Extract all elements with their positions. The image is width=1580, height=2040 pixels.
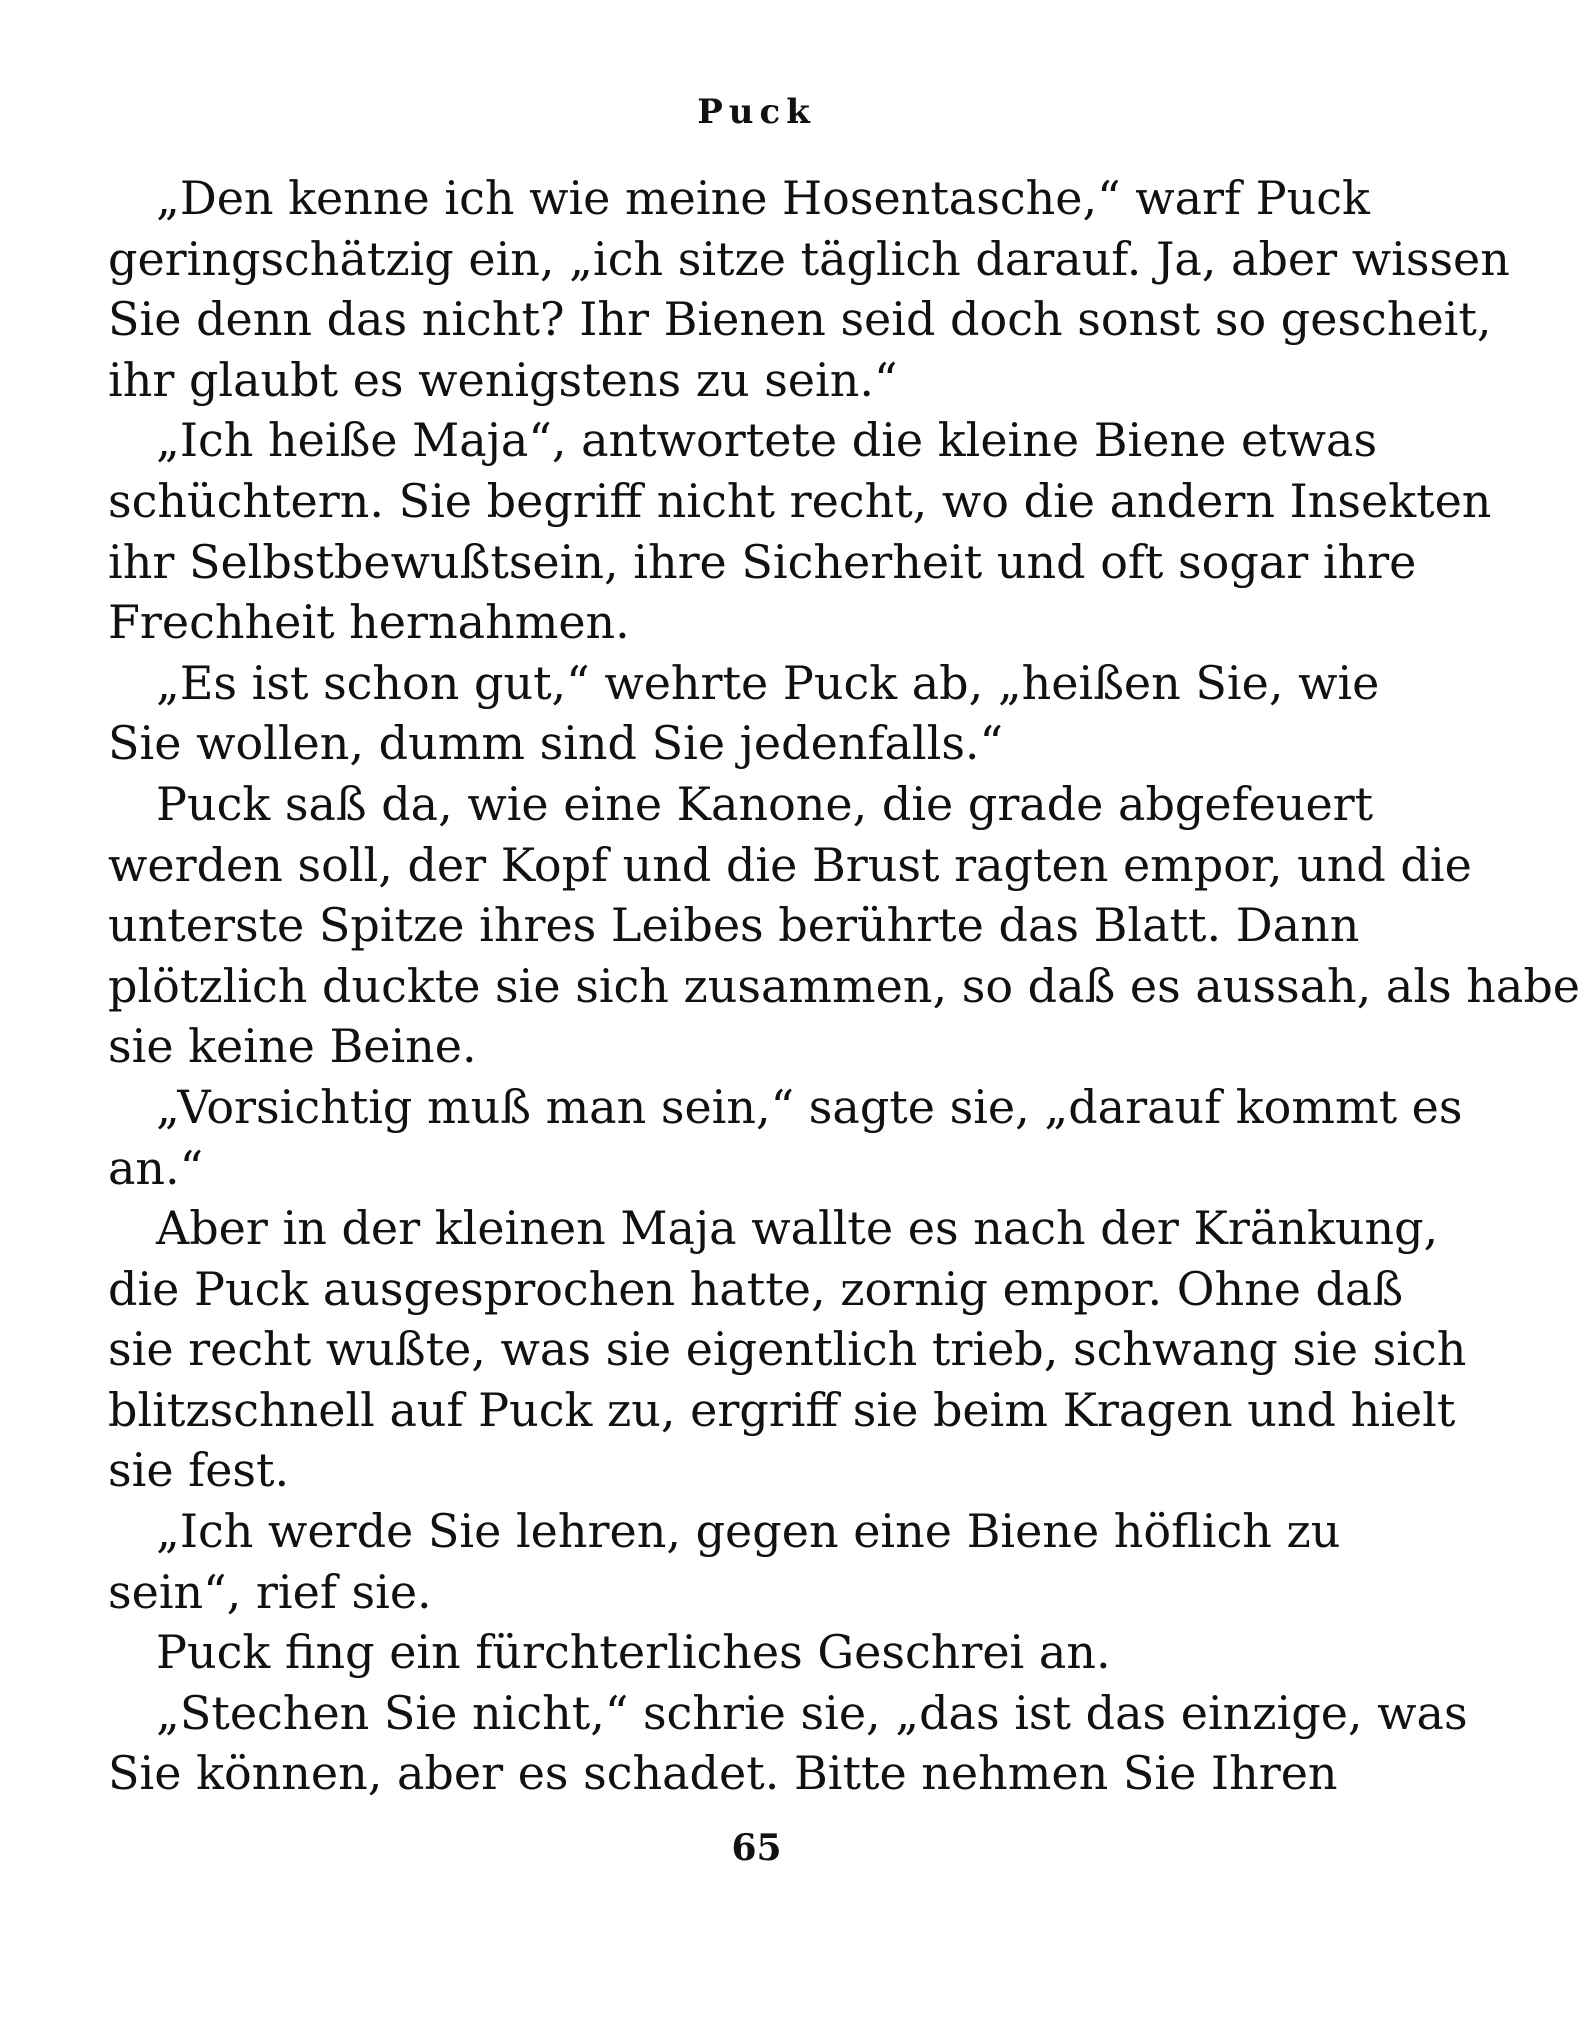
text-line: plötzlich duckte sie sich zusammen, so daß es aussah, als habe (108, 958, 1580, 1013)
text-line: „Vorsichtig muß man sein,“ sagte sie, „darauf kommt es (156, 1079, 1463, 1134)
body-text (108, 168, 1580, 1804)
text-line: „Den kenne ich wie meine Hosentasche,“ warf Puck (156, 171, 1370, 225)
text-line: Puck saß da, wie eine Kanone, die grade abgefeuert (156, 776, 1374, 831)
text-line: Sie können, aber es schadet. Bitte nehmen Sie Ihren (108, 1746, 1338, 1801)
running-head: Puck (697, 92, 816, 132)
text-line: „Ich werde Sie lehren, gegen eine Biene höflich zu (156, 1504, 1341, 1559)
text-line: Aber in der kleinen Maja wallte es nach der Kränkung, (156, 1201, 1439, 1256)
text-line: die Puck ausgesprochen hatte, zornig empor. Ohne daß (108, 1261, 1404, 1316)
text-line: „Ich heiße Maja“, antwortete die kleine Biene etwas (156, 413, 1378, 468)
text-line: „Stechen Sie nicht,“ schrie sie, „das ist das einzige, was (156, 1685, 1468, 1740)
text-line: „Es ist schon gut,“ wehrte Puck ab, „heißen Sie, wie (156, 655, 1380, 710)
text-line: sie recht wußte, was sie eigentlich trieb, schwang sie sich (108, 1322, 1467, 1377)
text-line: geringschätzig ein, „ich sitze täglich darauf. Ja, aber wissen (108, 231, 1510, 286)
text-line: Frechheit hernahmen. (108, 595, 630, 650)
text-line: ihr glaubt es wenigstens zu sein.“ (108, 352, 898, 407)
text-line: Puck fing ein fürchterliches Geschrei an. (156, 1625, 1111, 1680)
text-line: blitzschnell auf Puck zu, ergriff sie beim Kragen und hielt (108, 1382, 1456, 1437)
text-line: Sie wollen, dumm sind Sie jedenfalls.“ (108, 716, 1004, 771)
text-line: unterste Spitze ihres Leibes berührte das Blatt. Dann (108, 898, 1360, 953)
text-line: werden soll, der Kopf und die Brust ragten empor, und die (108, 837, 1472, 892)
text-line: ihr Selbstbewußtsein, ihre Sicherheit und oft sogar ihre (108, 534, 1417, 589)
text-line: Sie denn das nicht? Ihr Bienen seid doch sonst so gescheit, (108, 292, 1492, 347)
text-line: an.“ (108, 1140, 204, 1195)
text-line: schüchtern. Sie begriff nicht recht, wo die andern Insekten (108, 473, 1492, 528)
page-number: 65 (731, 1827, 782, 1869)
text-line: sein“, rief sie. (108, 1564, 432, 1619)
text-line: sie keine Beine. (108, 1019, 477, 1074)
text-line: sie fest. (108, 1443, 290, 1498)
